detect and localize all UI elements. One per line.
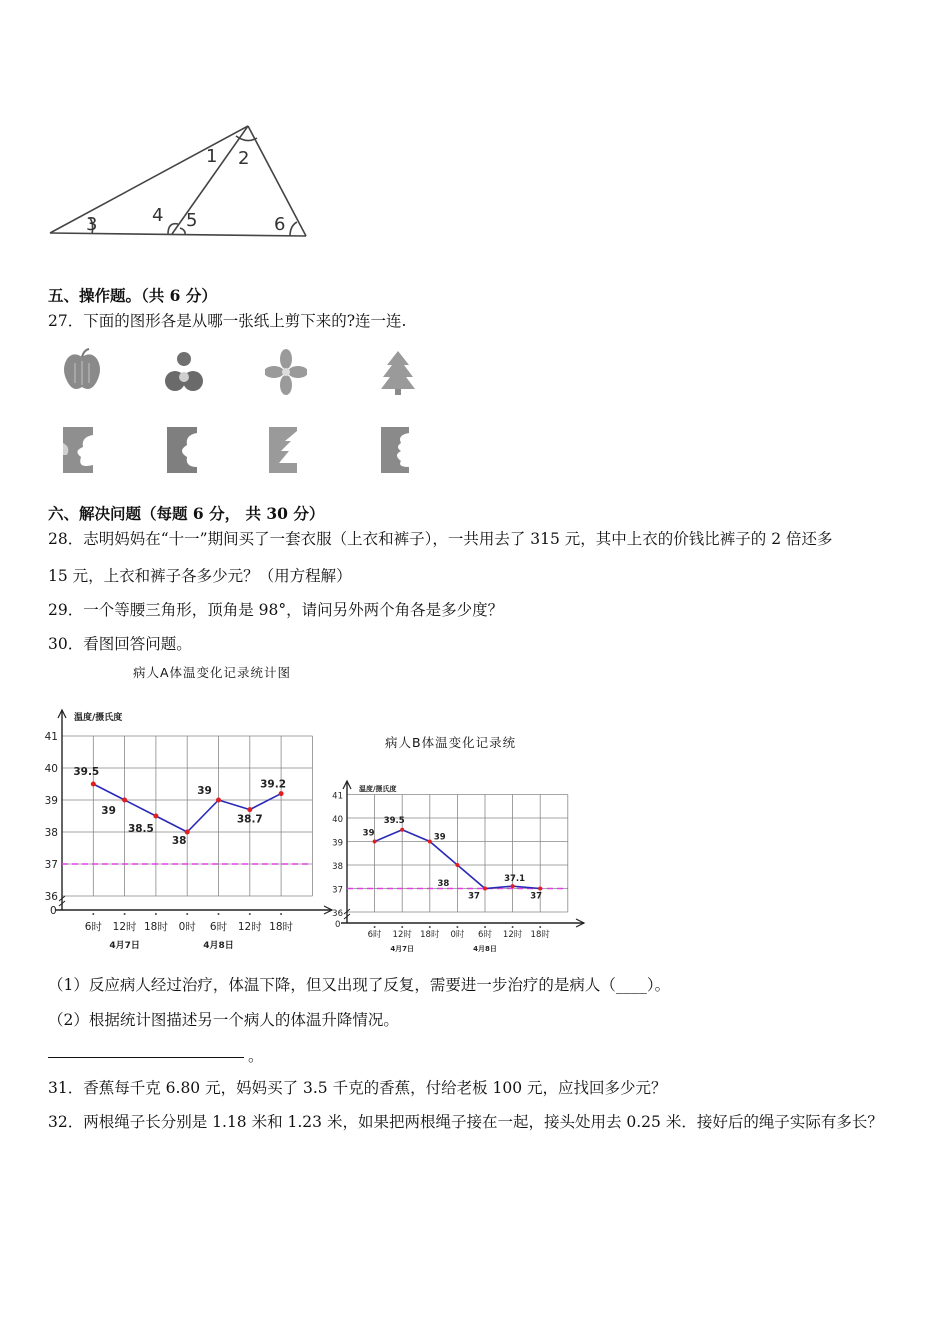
chart-a-x-tick [280,913,282,915]
chart-b-x-tick [512,926,514,928]
chart-a-x-tick-label: 12时 [112,921,137,933]
chart-a-x-tick-label: 12时 [237,921,262,933]
chart-a-data-point [185,830,190,835]
chart-b-title: 病人B体温变化记录统 [385,735,517,750]
chart-b-ytick-label: 41 [332,791,343,802]
chart-a-data-label: 39 [101,805,116,817]
q28-line1: 28．志明妈妈在“十一”期间买了一套衣服（上衣和裤子），一共用去了 315 元，其中上衣的价钱比裤子的 2 倍还多 [48,530,833,548]
chart-b-x-tick-label: 0时 [450,930,465,940]
angle-label-5: 5 [186,210,198,231]
chart-b-x-tick-label: 18时 [530,930,550,940]
chart-b [326,773,588,959]
angle-label-3: 3 [86,214,98,235]
chart-a-data-label: 39.5 [73,766,100,778]
gourd-shape-icon [163,347,205,397]
paper-cut-4-icon [377,425,419,475]
chart-a-x-tick [92,913,94,915]
chart-a-date-label: 4月8日 [203,941,234,951]
chart-b-data-label: 39.5 [383,815,405,826]
chart-b-ytick-label: 36 [332,909,343,919]
chart-b-data-label: 39 [362,828,375,839]
q28-line2: 15 元，上衣和裤子各多少元？（用方程解） [48,567,352,585]
chart-a-y-axis-label: 温度/摄氏度 [74,713,123,723]
q31-text: 31．香蕉每千克 6.80 元，妈妈买了 3.5 千克的香蕉，付给老板 100 元，应找回多少元？ [48,1079,667,1097]
angle-label-4: 4 [152,205,164,226]
tree-shape-icon [377,347,419,397]
chart-a-data-point [247,807,252,812]
q30-sub1: （1）反应病人经过治疗，体温下降，但又出现了反复，需要进一步治疗的是病人（____）。 [48,976,671,994]
chart-a-origin-label: 0 [50,905,57,917]
chart-b-y-axis-label: 温度/摄氏度 [359,785,397,793]
chart-a-x-tick-label: 0时 [178,921,196,933]
flower-shape-icon [265,347,307,397]
angle-label-6: 6 [274,214,286,235]
chart-a-data-label: 39.2 [260,778,287,791]
chart-b-data-label: 37 [468,891,480,902]
chart-b-x-tick-label: 12时 [392,930,412,940]
paper-cut-3-icon [265,425,307,475]
chart-b-x-tick [401,926,403,928]
chart-a-title: 病人A体温变化记录统计图 [133,665,292,680]
chart-b-x-tick-label: 12时 [502,930,523,940]
q30-sub2: （2）根据统计图描述另一个病人的体温升降情况。 [48,1011,399,1029]
apple-shape-icon [61,347,103,397]
chart-a-ytick-label: 39 [44,795,58,807]
chart-a-data-label: 38.7 [236,813,263,826]
chart-b-x-tick-label: 6时 [478,930,492,940]
chart-b-data-point [373,840,377,844]
chart-a-x-tick [124,913,126,915]
chart-a-data-label: 39 [197,785,212,797]
chart-b-data-point [538,887,542,891]
chart-b-x-tick-label: 6时 [367,930,382,940]
q29-text: 29．一个等腰三角形，顶角是 98°，请问另外两个角各是多少度？ [48,601,504,619]
chart-a-ytick-label: 41 [44,731,58,743]
chart-a-ytick-label: 37 [44,859,58,871]
answer-blank-line[interactable] [48,1057,244,1058]
chart-a-x-tick [249,913,251,915]
chart-a [36,700,336,962]
chart-b-date-label: 4月7日 [390,945,415,953]
chart-b-data-label: 37 [530,891,543,902]
angle-label-1: 1 [206,146,218,167]
chart-b-x-tick [456,926,458,928]
q30-text: 30．看图回答问题。 [48,635,192,653]
chart-a-data-point [122,798,127,803]
chart-a-ytick-label: 36 [44,891,58,903]
chart-b-data-point [483,887,487,891]
chart-a-x-tick-label: 18时 [143,921,168,933]
chart-a-x-tick [186,913,188,915]
paper-cut-2-icon [163,425,205,475]
chart-b-x-tick [539,926,541,928]
triangle-figure [40,118,320,244]
chart-b-ytick-label: 37 [332,885,343,896]
chart-a-data-point [91,782,96,787]
chart-b-x-tick [484,926,486,928]
chart-a-data-label: 38 [171,835,187,847]
chart-a-date-label: 4月7日 [109,941,140,951]
section6-heading: 六、解决问题（每题 6 分， 共 30 分） [48,504,325,523]
chart-b-data-point [400,828,404,832]
chart-b-ytick-label: 40 [332,815,343,825]
chart-b-x-tick-label: 18时 [420,930,440,940]
chart-a-ytick-label: 40 [44,763,58,775]
chart-b-data-point [511,884,515,888]
chart-a-x-tick-label: 18时 [269,921,294,933]
chart-b-ytick-label: 39 [332,838,343,849]
chart-b-data-point [455,863,459,867]
q27-text: 27．下面的图形各是从哪一张纸上剪下来的?连一连. [48,312,407,330]
chart-a-x-tick-label: 6时 [209,921,228,933]
chart-b-x-tick [374,926,376,928]
chart-b-data-label: 37.1 [504,874,526,885]
chart-b-origin-label: 0 [335,920,341,930]
chart-b-data-label: 38 [437,879,450,889]
chart-b-data-label: 39 [433,832,446,843]
paper-cut-1-icon [61,425,103,475]
chart-b-data-point [428,840,432,844]
chart-a-data-point [153,814,158,819]
chart-a-x-tick [218,913,220,915]
q30-sub2-end: 。 [248,1047,264,1065]
chart-a-x-tick [155,913,157,915]
section5-heading: 五、操作题。（共 6 分） [48,286,217,305]
chart-b-ytick-label: 38 [332,862,343,872]
angle-label-2: 2 [238,148,250,169]
chart-a-ytick-label: 38 [44,827,58,839]
chart-a-data-point [279,791,284,796]
chart-a-data-point [216,798,221,803]
chart-b-date-label: 4月8日 [473,945,497,953]
chart-a-data-label: 38.5 [127,823,154,835]
chart-b-x-tick [429,926,431,928]
q32-text: 32．两根绳子长分别是 1.18 米和 1.23 米，如果把两根绳子接在一起，接头处用去 0.25 米．接好后的绳子实际有多长？ [48,1113,883,1131]
chart-a-x-tick-label: 6时 [84,921,102,933]
